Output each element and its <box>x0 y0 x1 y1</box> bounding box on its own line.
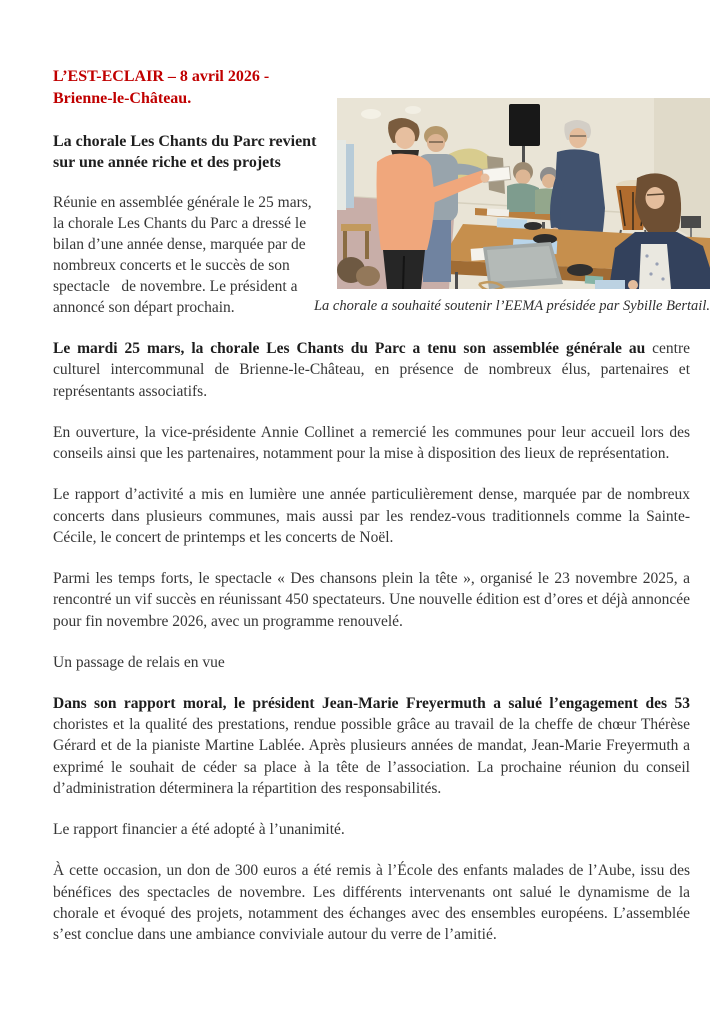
masthead-source-date: L’EST-ECLAIR – 8 avril 2026 - Brienne-le-Château. <box>53 68 270 107</box>
paragraph-show-highlights <box>53 568 690 632</box>
paragraph-assembly-rest: centre culturel intercommunal de Brienne-le-Château, en présence de nombreux élus, partenaires et représentants associatifs. <box>53 340 690 400</box>
paragraph-donation-closing <box>53 860 690 945</box>
paragraph-donation-closing-text: À cette occasion, un don de 300 euros a été remis à l’École des enfants malades de l’Aube, issu des bénéfices des spectacles de novembre. Les différents intervenants ont salué le dynamisme de la chorale et évoqué des projets, notamment des échanges avec des ensembles européens. L’assemblée s’est conclue dans une ambiance conviviale autour du verre de l’amitié. <box>53 862 690 944</box>
paragraph-opening <box>53 422 690 464</box>
article-photo-illustration <box>337 98 710 289</box>
subhead-succession: Un passage de relais en vue <box>53 653 225 671</box>
paragraph-assembly <box>53 338 690 402</box>
paragraph-financial-report <box>53 819 690 840</box>
paragraph-activity-report <box>53 484 690 548</box>
paragraph-moral-report-rest: choristes et la qualité des prestations, rendue possible grâce au travail de la cheffe de chœur Thérèse Gérard et de la pianiste Martine Lablée. Après plusieurs années de mandat, Jean-Marie Freyermuth a exprimé le souhait de céder sa place à la tête de l’association. La prochaine réunion du conseil d’administration déterminera la répartition des responsabilités. <box>53 716 690 797</box>
paragraph-moral-report-lead: Dans son rapport moral, le président Jean-Marie Freyermuth a salué l’engagement des 53 <box>53 695 690 712</box>
paragraph-show-highlights-text: Parmi les temps forts, le spectacle « Des chansons plein la tête », organisé le 23 novembre 2025, a rencontré un vif succès en réunissant 450 spectateurs. Une nouvelle édition est d’ores et déjà annoncée pour fin novembre 2026, avec un programme renouvelé. <box>53 570 690 630</box>
paragraph-financial-report-text: Le rapport financier a été adopté à l’unanimité. <box>53 821 345 839</box>
paragraph-opening-text: En ouverture, la vice-présidente Annie Collinet a remercié les communes pour leur accueil lors des conseils ainsi que les partenaires, notamment pour la mise à disposition des lieux de représentation. <box>53 423 690 463</box>
paragraph-moral-report <box>53 693 690 799</box>
paragraph-activity-report-text: Le rapport d’activité a mis en lumière une année particulièrement dense, marquée par de nombreux concerts dans plusieurs communes, mais aussi par les rendez-vous traditionnels comme la Sainte-Cécile, le concert de printemps et les concerts de Noël. <box>53 486 690 546</box>
article-intro: Réunie en assemblée générale le 25 mars, la chorale Les Chants du Parc a dressé le bilan d’une année dense, marquée par de nombreux concerts et le succès de son spectacle de novembre. Le président a annoncé son départ prochain. <box>53 193 324 317</box>
article-title: La chorale Les Chants du Parc revient sur une année riche et des projets <box>53 133 317 172</box>
paragraph-assembly-lead: Le mardi 25 mars, la chorale Les Chants du Parc a tenu son assemblée générale au <box>53 340 646 358</box>
article-figure <box>313 98 710 314</box>
photo-caption: La chorale a souhaité soutenir l’EEMA présidée par Sybille Bertail. <box>313 298 710 314</box>
